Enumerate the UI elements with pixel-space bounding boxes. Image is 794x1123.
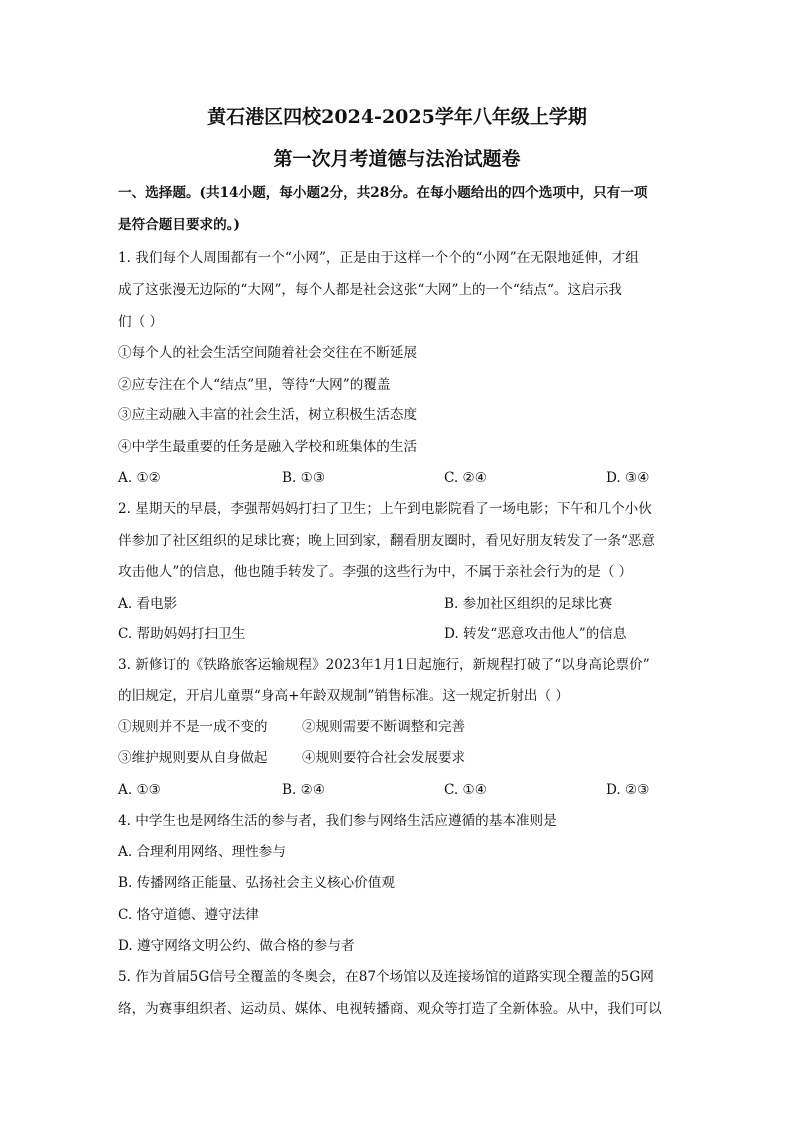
q1-option-b: B. ①③: [282, 470, 326, 486]
q2-option-c: C. 帮助妈妈打扫卫生: [118, 626, 246, 642]
q3-stem-line: 3. 新修订的《铁路旅客运输规程》2023年1月1日起施行，新规程打破了“以身高论票价”: [118, 657, 650, 673]
q2-option-b: B. 参加社区组织的足球比赛: [444, 596, 613, 612]
q4-option-b: B. 传播网络正能量、弘扬社会主义核心价值观: [118, 875, 395, 891]
q5-stem-line: 络，为赛事组织者、运动员、媒体、电视转播商、观众等打造了全新体验。从中，我们可以: [118, 1001, 662, 1017]
q3-option-b: B. ②④: [282, 782, 326, 798]
q1-stem-line: 们（ ）: [118, 314, 164, 330]
q2-option-a: A. 看电影: [118, 596, 178, 612]
q4-option-d: D. 遵守网络文明公约、做合格的参与者: [118, 938, 355, 954]
section-heading-cont: 是符合题目要求的。): [118, 217, 240, 233]
section-heading: 一、选择题。(共14小题，每小题2分，共28分。在每小题给出的四个选项中，只有一项: [118, 185, 648, 201]
q3-option-c: C. ①④: [444, 782, 487, 798]
q3-option-a: A. ①③: [118, 782, 161, 798]
q1-option-a: A. ①②: [118, 470, 161, 486]
q2-stem-line: 2. 星期天的早晨，李强帮妈妈打扫了卫生；上午到电影院看了一场电影；下午和几个小伙: [118, 501, 652, 517]
q3-option-d: D. ②③: [606, 782, 650, 798]
exam-title-line1: 黄石港区四校2024-2025学年八年级上学期: [207, 106, 587, 128]
q4-option-c: C. 恪守道德、遵守法律: [118, 907, 259, 923]
q2-stem-line: 伴参加了社区组织的足球比赛；晚上回到家，翻看朋友圈时，看见好朋友转发了一条“恶意: [118, 533, 656, 549]
q4-option-a: A. 合理利用网络、理性参与: [118, 844, 286, 860]
q1-option-d: D. ③④: [606, 470, 650, 486]
q5-stem-line: 5. 作为首届5G信号全覆盖的冬奥会，在87个场馆以及连接场馆的道路实现全覆盖的5G网: [118, 969, 654, 985]
q1-stem-line: 成了这张漫无边际的“大网”，每个人都是社会这张“大网”上的一个“结点“。这启示我: [118, 282, 622, 298]
q1-item: ②应专注在个人“结点”里，等待“大网”的覆盖: [118, 377, 391, 393]
q2-stem-line: 攻击他人”的信息，他也随手转发了。李强的这些行为中，不属于亲社会行为的是（ ）: [118, 564, 633, 580]
q3-item: ②规则需要不断调整和完善: [302, 719, 466, 735]
q3-item: ①规则并不是一成不变的: [118, 719, 268, 735]
q1-item: ④中学生最重要的任务是融入学校和班集体的生活: [118, 439, 418, 455]
q4-stem: 4. 中学生也是网络生活的参与者，我们参与网络生活应遵循的基本准则是: [118, 813, 557, 829]
q1-stem-line: 1. 我们每个人周围都有一个“小网”，正是由于这样一个个的“小网”在无限地延伸，才组: [118, 250, 639, 266]
q3-stem-line: 的旧规定，开启儿童票“身高+年龄双规制”销售标准。这一规定折射出（ ）: [118, 688, 570, 704]
exam-title-line2: 第一次月考道德与法治试题卷: [273, 148, 521, 170]
q1-option-c: C. ②④: [444, 470, 487, 486]
q2-option-d: D. 转发“恶意攻击他人”的信息: [444, 626, 627, 642]
q3-item: ④规则要符合社会发展要求: [302, 750, 466, 766]
q1-item: ①每个人的社会生活空间随着社会交往在不断延展: [118, 345, 418, 361]
q3-item: ③维护规则要从自身做起: [118, 750, 268, 766]
q1-item: ③应主动融入丰富的社会生活，树立积极生活态度: [118, 407, 418, 423]
